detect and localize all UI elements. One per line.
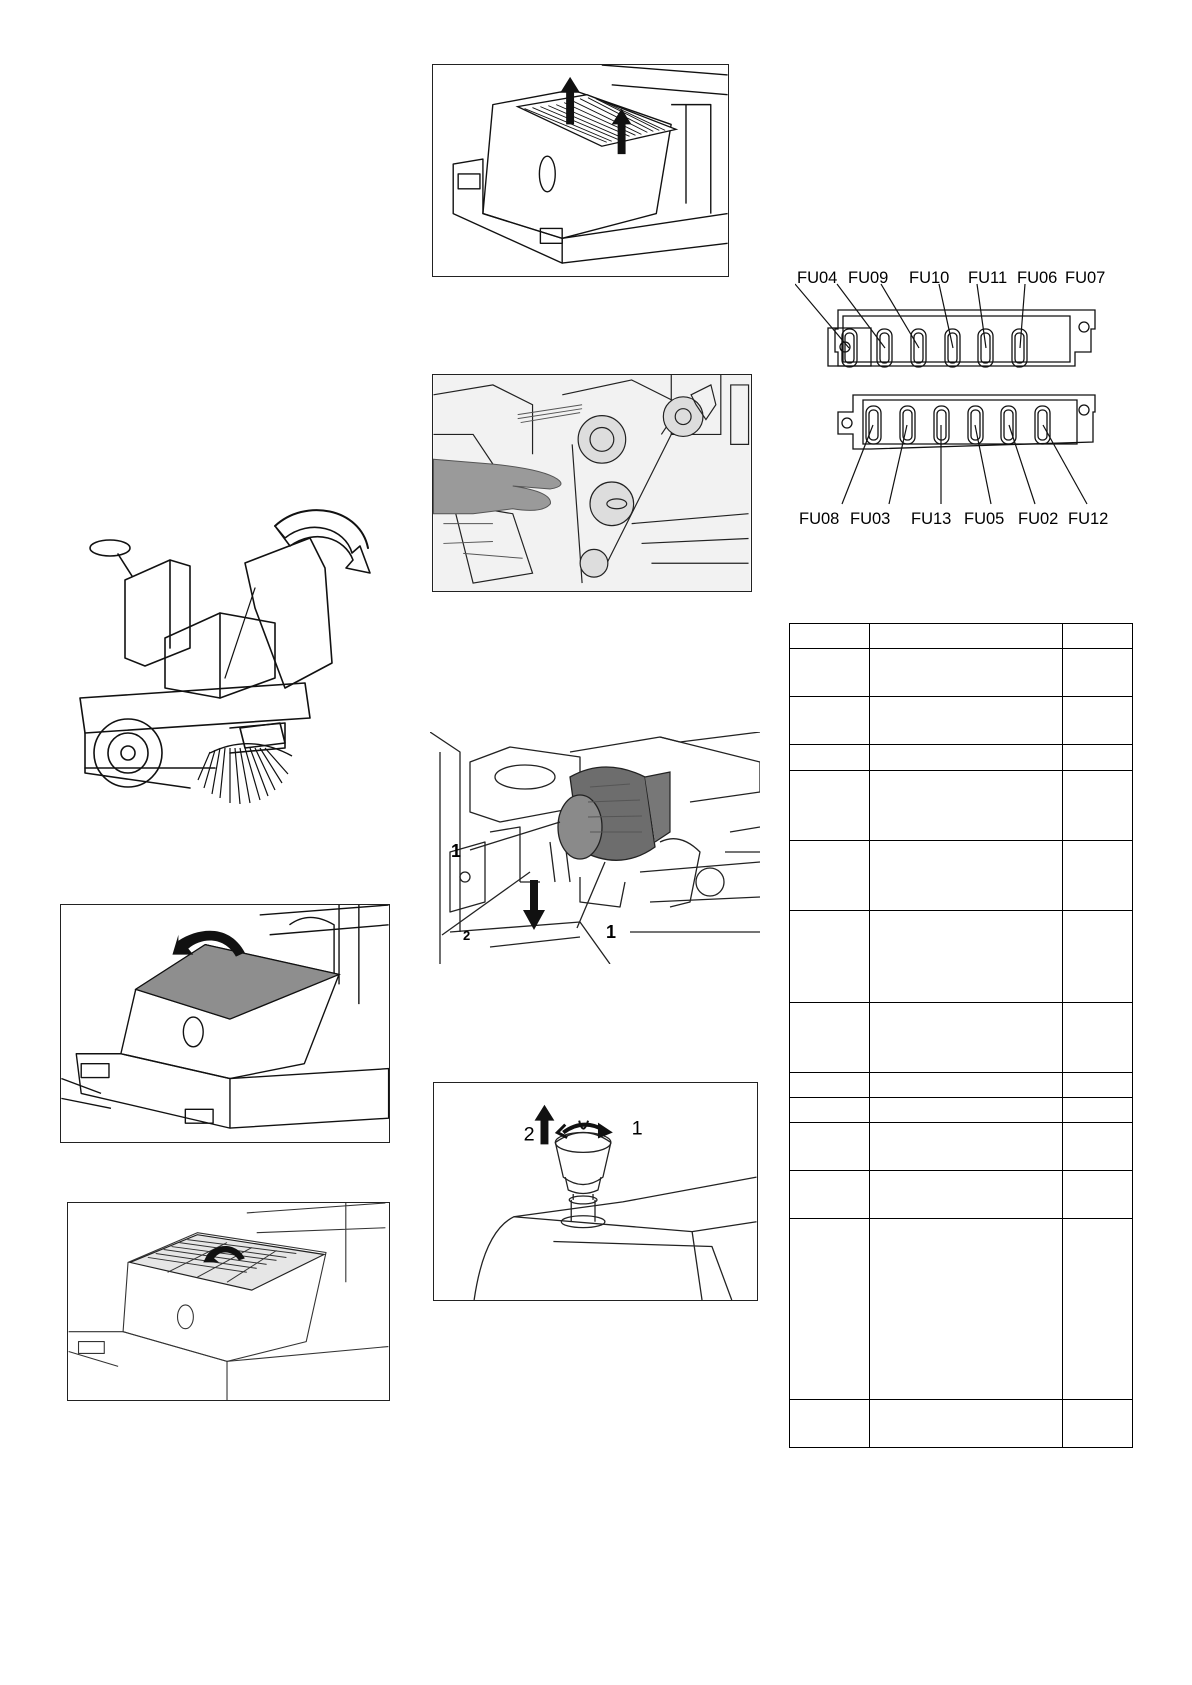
table-row bbox=[790, 745, 1133, 771]
table-row bbox=[790, 841, 1133, 911]
fuse-label: FU08 bbox=[799, 510, 840, 528]
fuse-table bbox=[789, 623, 1133, 1448]
fuse-label: FU03 bbox=[850, 510, 891, 528]
callout-label: 1 bbox=[451, 841, 462, 861]
fuse-label: FU11 bbox=[968, 269, 1008, 287]
figure-engine-belt bbox=[432, 374, 752, 592]
callout-label: 2 bbox=[523, 1123, 535, 1146]
figure-cap-twist bbox=[433, 1082, 758, 1301]
fuse-label: FU07 bbox=[1065, 269, 1106, 287]
hopper-lid-illustration bbox=[61, 905, 389, 1142]
callout-label: 1 bbox=[606, 922, 617, 942]
fuse-label: FU05 bbox=[964, 510, 1005, 528]
table-row bbox=[790, 1003, 1133, 1073]
table-row bbox=[790, 649, 1133, 697]
callout-label: 2 bbox=[463, 928, 471, 943]
table-row bbox=[790, 1171, 1133, 1219]
fuse-label: FU09 bbox=[848, 269, 889, 287]
table-row bbox=[790, 1400, 1133, 1448]
fuse-label: FU13 bbox=[911, 510, 952, 528]
sweeper-open-hood-illustration bbox=[70, 498, 390, 820]
fuse-label: FU10 bbox=[909, 269, 950, 287]
figure-sweeper-open-hood bbox=[70, 498, 390, 820]
table-row bbox=[790, 1098, 1133, 1123]
figure-air-filter bbox=[430, 732, 760, 964]
table-row bbox=[790, 1219, 1133, 1400]
hopper-filter-illustration bbox=[68, 1203, 389, 1400]
fuse-panel-illustration bbox=[795, 262, 1125, 537]
figure-hopper-filter bbox=[67, 1202, 390, 1401]
engine-belt-illustration bbox=[433, 375, 751, 591]
fuse-label: FU12 bbox=[1068, 510, 1109, 528]
figure-hopper-lid bbox=[60, 904, 390, 1143]
table-row bbox=[790, 771, 1133, 841]
fuse-label: FU06 bbox=[1017, 269, 1058, 287]
fuse-label: FU02 bbox=[1018, 510, 1059, 528]
table-row bbox=[790, 697, 1133, 745]
table-row bbox=[790, 624, 1133, 649]
fuse-label: FU04 bbox=[797, 269, 838, 287]
figure-fuse-panel bbox=[795, 262, 1125, 537]
figure-filter-lift bbox=[432, 64, 729, 277]
filter-lift-illustration bbox=[433, 65, 728, 276]
table-row bbox=[790, 1073, 1133, 1098]
cap-twist-illustration bbox=[434, 1083, 757, 1300]
callout-label: 1 bbox=[631, 1117, 643, 1140]
air-filter-illustration bbox=[430, 732, 760, 964]
table-row bbox=[790, 1123, 1133, 1171]
table-row bbox=[790, 911, 1133, 1003]
